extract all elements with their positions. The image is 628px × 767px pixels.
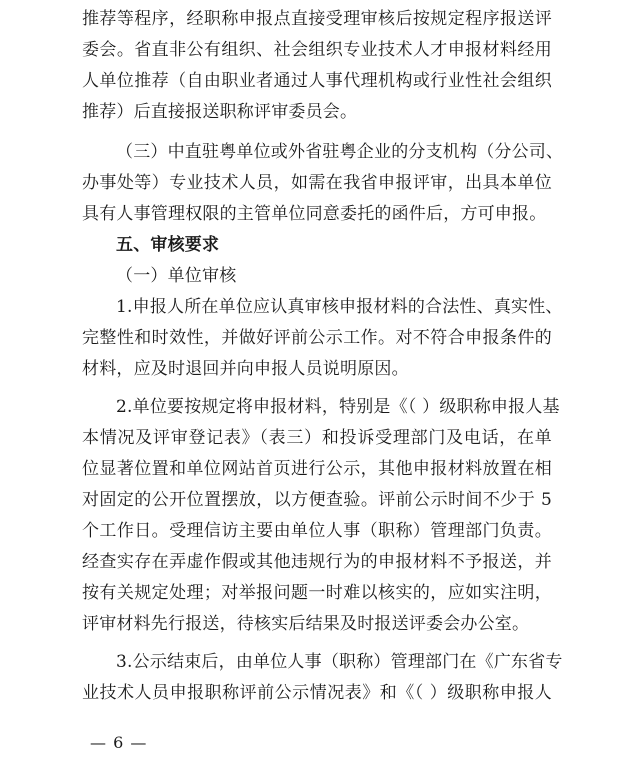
- text-line: 3.公示结束后，由单位人事（职称）管理部门在《广东省专: [116, 652, 563, 672]
- text-line: 1.申报人所在单位应认真审核申报材料的合法性、真实性、: [116, 297, 563, 317]
- page-number: — 6 —: [90, 733, 148, 752]
- text-line: 位显著位置和单位网站首页进行公示，其他申报材料放置在相: [82, 459, 552, 479]
- text-line: 委会。省直非公有组织、社会组织专业技术人才申报材料经用: [82, 40, 552, 60]
- text-line: 经查实存在弄虚作假或其他违规行为的申报材料不予报送，并: [82, 552, 552, 572]
- text-line: 完整性和时效性，并做好评前公示工作。对不符合申报条件的: [82, 328, 552, 348]
- text-line: 办事处等）专业技术人员，如需在我省申报评审，出具本单位: [82, 173, 552, 193]
- subsection-heading: （一）单位审核: [116, 266, 237, 286]
- text-line: 材料，应及时退回并向申报人员说明原因。: [82, 359, 409, 379]
- text-line: 2.单位要按规定将申报材料，特别是《（ ）级职称申报人基: [116, 397, 560, 417]
- text-line: 评审材料先行报送，待核实后结果及时报送评委会办公室。: [82, 614, 530, 634]
- section-heading: 五、审核要求: [116, 235, 220, 255]
- text-line: 对固定的公开位置摆放，以方便查验。评前公示时间不少于 5: [82, 490, 552, 510]
- text-line: 推荐等程序，经职称申报点直接受理审核后按规定程序报送评: [82, 9, 552, 29]
- text-line: （三）中直驻粤单位或外省驻粤企业的分支机构（分公司、: [116, 142, 564, 162]
- text-line: 推荐）后直接报送职称评审委员会。: [82, 102, 358, 122]
- text-line: 个工作日。受理信访主要由单位人事（职称）管理部门负责。: [82, 521, 552, 541]
- text-line: 人单位推荐（自由职业者通过人事代理机构或行业性社会组织: [82, 71, 552, 91]
- text-line: 业技术人员申报职称评前公示情况表》和《（ ）级职称申报人: [82, 683, 552, 703]
- text-line: 具有人事管理权限的主管单位同意委托的函件后，方可申报。: [82, 204, 547, 224]
- text-line: 本情况及评审登记表》（表三）和投诉受理部门及电话，在单: [82, 428, 552, 448]
- text-line: 按有关规定处理；对举报问题一时难以核实的，应如实注明，: [82, 583, 552, 603]
